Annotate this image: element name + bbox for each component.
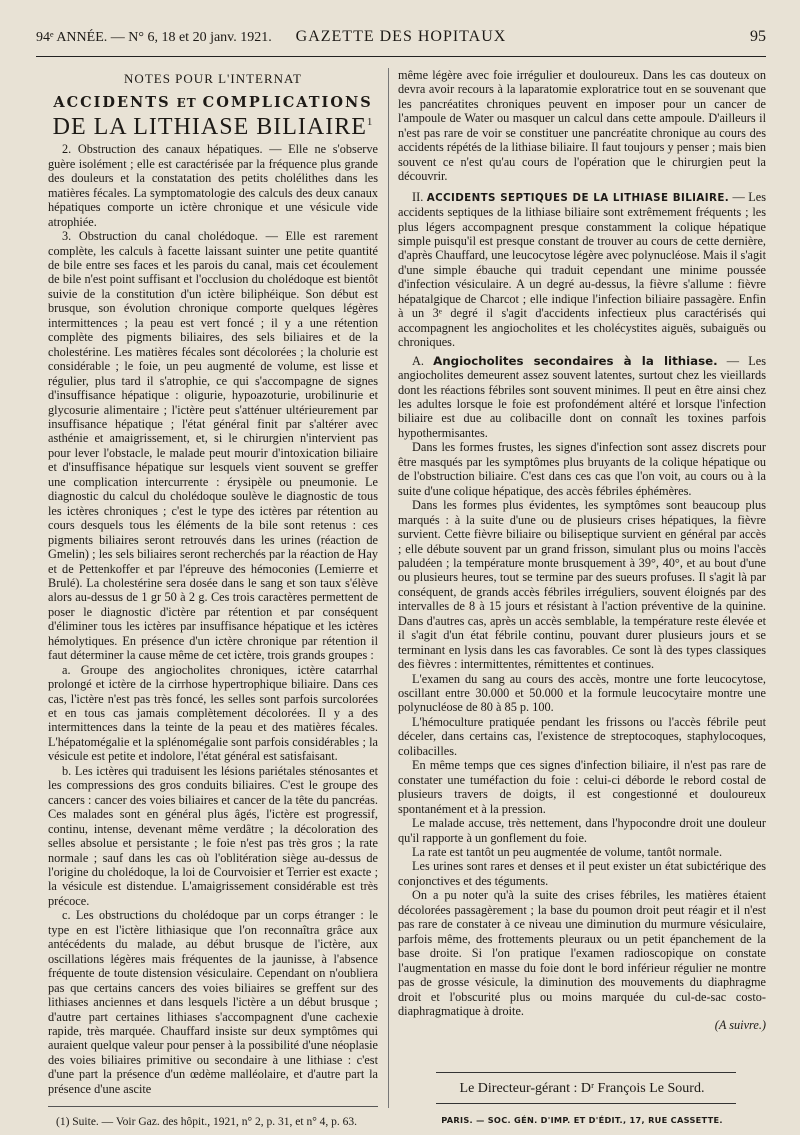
title-et: ET [176, 96, 197, 111]
title-word-2: COMPLICATIONS [202, 94, 373, 112]
section-text: — Les accidents septiques de la lithiase biliaire sont extrêmement fréquents ; les plus légers accompagnent presque constamment la colique hépatique simple puisqu'il est presque constant de trouver au cours de cette dernière, d'après Chauffard, une leucocytose légère avec polynucléose. Mais il s'agit d'une simple ébauche qui traduit cependant une minime poussée d'infection vésiculaire. A un degré au-dessus, la fièvre s'allume : fièvre hépatalgique de Charcot ; elle indique l'infection biliaire passagère. Enfin à un 3ᵉ degré il s'agit d'accidents infectieux plus caractérisés qui accompagnent les angiocholites et les cholécystites aiguës, subaiguës ou chroniques. [398, 189, 767, 350]
paragraph: Dans les formes frustes, les signes d'infection sont assez discrets pour être masqués par les symptômes plus bruyants de la colique hépatique ou de l'obstruction biliaire. C'est dans ces cas que l'on voit, au cours ou à la suite d'une colique hépatique, des accès fébriles éphémères. [398, 440, 766, 498]
printer-line: PARIS. — SOC. GÉN. D'IMP. ET D'ÉDIT., 17, RUE CASSETTE. [441, 1115, 723, 1125]
section-number: II. [412, 189, 424, 204]
journal-name: GAZETTE DES HOPITAUX [295, 28, 507, 45]
section-heading: ACCIDENTS SEPTIQUES DE LA LITHIASE BILIAIRE. [426, 191, 730, 204]
paragraph: Dans les formes plus évidentes, les symptômes sont beaucoup plus marqués : à la suite d'une ou de plusieurs crises hépatiques, la fièvre survient. Cette fièvre biliaire ou biliseptique survient en général par accès ; elle débute souvent par un grand frisson, simulant plus ou moins l'accès paludéen ; la température monte brusquement à 39°, 40°, et au bout d'une ou plusieurs heures, tout se termine par des sueurs profuses. Il s'agit là par conséquent, de grands accès fébriles irréguliers, souvent éloignés par des intervalles de 8 à 15 jours et résistant à l'action préventive de la quinine. Dans d'autres cas, après un accès semblable, la température reste élevée et il s'agit d'un état fébrile continu, pouvant durer plusieurs jours et se terminant en lysis dans les cas favorables. Ce sont là des types classiques des fièvres : intermittentes, rémittentes et continues. [398, 498, 766, 672]
paragraph: b. Les ictères qui traduisent les lésions pariétales sténosantes et les compressions des gros conduits biliaires. C'est le groupe des cancers : cancer des voies biliaires et cancer de la tête du pancréas. Ces malades sont en général plus âgés, l'ictère est progressif, continu, intense, devenant même verdâtre ; la décoloration des selles absolue et persistante ; le foie n'est pas très gros ; la rate normale ; sauf dans les cas où l'oblitération siège au-dessus de l'origine du cholédoque, la loi de Courvoisier et Terrier est exacte ; la vésicule est distendue. L'amaigrissement considérable est très précoce. [48, 763, 378, 908]
paragraph: 3. Obstruction du canal cholédoque. — Elle est rarement complète, les calculs à facette laissant suinter une petite quantité de bile entre ses faces et les parois du canal, mais cet écoulement de bile n'est point suffisant et l'occlusion du cholédoque est bientôt suivie de la constitution d'un ictère biliphéique. Son début est brusque, son évolution chronique comporte quelques légères intermittences ; la peau est vert foncé ; il y a une rétention complète des pigments biliaires, des sels biliaires et de la cholestérine. Les matières fécales sont décolorées ; la cholurie est considérable ; le foie, un peu augmenté de volume, est lisse et régulier, plus tard il s'atrophie, ce qui s'accompagne de signes d'insuffisance hépatique : oligurie, hypoazoturie, urobilinurie et glycosurie alimentaire ; l'ictère peut s'atténuer ultérieurement par insuffisance hépatique ; l'état général finit par s'altérer avec asthénie et amaigrissement, et, si le chirurgien n'intervient pas pour lever l'obstacle, le malade peut mourir d'intoxication biliaire et d'insuffisance hépatique sur lesquels vient souvent se greffer une complication intercurrente : érysipèle ou pneumonie. Le diagnostic du calcul du cholédoque soulève le diagnostic de tous les ictères chroniques ; c'est le type des ictères par rétention au cours desquels tous les éléments de la bile sont retenus : ces pigments biliaires seront retrouvés dans les urines (réaction de Gmelin) ; les sels biliaires seront recherchés par la réaction de Hay et de Pettenkoffer et par l'épreuve des hémoconies (Lemierre et Brulé). La cholestérine sera dosée dans le sang et son taux s'élève alors au-dessus de 1 gr 50 à 2 g. Ces trois caractères permettent de poser le diagnostic d'ictère par rétention et par conséquent d'éliminer tous les ictères par insuffisance hépatique et les ictères hémolytiques. En présence d'un ictère chronique par rétention il faut déterminer la cause même de cet ictère, trois grands groupes : [48, 229, 378, 663]
paragraph: a. Groupe des angiocholites chroniques, ictère catarrhal prolongé et ictère de la cirrhose hypertrophique biliaire. Dans ces cas, l'ictère n'est pas très foncé, les selles sont parfois surcolorées et en tous cas jamais complètement décolorées. Il y a des intermittences dans la teinte de la peau et des matières fécales. L'hépatomégalie et la splénomégalie sont parfois considérables ; la vésicule est petite et indolore, l'état général est satisfaisant. [48, 662, 378, 764]
issue-line: 94ᵉ ANNÉE. — N° 6, 18 et 20 janv. 1921. [36, 30, 272, 45]
article-subtitle [48, 113, 378, 140]
subtitle-text: DE LA LITHIASE BILIAIRE [52, 113, 367, 140]
subsection-text: — Les angiocholites demeurent assez souvent latentes, surtout chez les vieillards dont les réactions fébriles sont souvent minimes. Il peut en être ainsi chez les adultes lorsque le foie est profondément altéré et lorsque l'infection biliaire est due au colibacille dont on connaît les toxines parfois hypothermisantes. [398, 353, 766, 440]
to-be-continued [398, 1018, 766, 1032]
column-divider [388, 68, 389, 1108]
footnote-rule [48, 1106, 378, 1107]
right-column [398, 68, 766, 1033]
paragraph: En même temps que ces signes d'infection biliaire, il n'est pas rare de constater une tuméfaction du foie : celui-ci déborde le rebord costal de plusieurs travers de doigts, il est congestionné et douloureux spontanément et à la pression. [398, 758, 766, 816]
subsection-a-paragraph [398, 354, 766, 441]
paragraph: La rate est tantôt un peu augmentée de volume, tantôt normale. [412, 845, 723, 860]
page-header [36, 26, 766, 54]
subsection-letter: A. [412, 353, 424, 368]
signature-rule-top [436, 1072, 736, 1073]
paragraph: L'hémoculture pratiquée pendant les frissons ou l'accès fébrile peut déceler, dans certains cas, l'existence de streptocoques, staphylocoques, colibacilles. [398, 714, 766, 758]
continuation-paragraph: même légère avec foie irrégulier et douloureux. Dans les cas douteux on devra avoir recours à la laparatomie exploratrice tout en se souvenant que les pancréatites chroniques peuvent en imposer pour un cancer de l'ampoule de Water ou masquer un calcul dans cette ampoule. D'ailleurs il n'est pas rare de voir se constituer une pancréatite chronique au cours des accidents répétés de la lithiase biliaire. Il faut toujours y penser ; mais bien souvent ce n'est qu'au cours de l'opération que le chirurgien peut la découvrir. [398, 68, 766, 184]
to-be-continued-text: (A suivre.) [714, 1018, 766, 1033]
subsection-heading: Angiocholites secondaires à la lithiase. [433, 353, 718, 368]
page-number: 95 [750, 28, 766, 45]
article-title [48, 96, 378, 110]
header-rule [36, 56, 766, 57]
paragraph: On a pu noter qu'à la suite des crises fébriles, les matières étaient décolorées passagèrement ; la base du poumon droit peut réagir et il n'est pas rare de constater à ce niveau une diminution du murmure vésiculaire, parfois même, des frottements pleuraux ou un petit épanchement de la base droite. Si l'on pratique l'examen radioscopique on constate l'augmentation en masse du foie dont le bord inférieur régulier ne montre pas de grosse vésicule, la diminution des mouvements du diaphragme droit et l'obscurité plus ou moins marquée du cul-de-sac costo-diaphragmatique à droite. [398, 888, 766, 1018]
footnote: (1) Suite. — Voir Gaz. des hôpit., 1921, n° 2, p. 31, et n° 4, p. 63. [56, 1116, 358, 1128]
footnote-mark: 1 [366, 115, 374, 128]
section-2-paragraph [398, 190, 766, 350]
section-kicker: NOTES POUR L'INTERNAT [124, 71, 302, 86]
paragraph: Le malade accuse, très nettement, dans l'hypocondre droit une douleur qu'il rapporte à un gonflement du foie. [398, 816, 766, 845]
paragraph: c. Les obstructions du cholédoque par un corps étranger : le type en est l'ictère lithiasique que l'on reconnaîtra grâce aux antécédents du malade, au début brusque de l'ictère, aux oscillations légères mais fréquentes de la jaunisse, à l'absence fréquente de toute distension vésiculaire. Cependant on n'oubliera pas que certains cancers des voies biliaires se greffent sur des lithiases anciennes et dans lesquels l'ictère a un début brusque ; d'autre part certaines lithiases s'accompagnent d'une cachexie rapide, très marquée. Chauffard insiste sur deux symptômes qui auraient quelque valeur pour penser à la possibilité d'une néoplasie des voies biliaires primitive ou secondaire à une lithiase : c'est d'une part la présence d'un œdème malléolaire, et d'autre part la présence d'une ascite [48, 908, 378, 1096]
paragraph: 2. Obstruction des canaux hépatiques. — Elle ne s'observe guère isolément ; elle est caractérisée par la fréquence plus grande des douleurs et la constatation des petits cholélithes dans les matières fécales. La symptomatologie des calculs des deux canaux hépatiques comporte un ictère chronique et une vésicule vide atrophiée. [48, 142, 378, 229]
director-signature: Le Directeur-gérant : Dʳ François Le Sourd. [459, 1081, 705, 1096]
left-column [48, 68, 378, 1096]
title-word-1: ACCIDENTS [53, 94, 171, 112]
signature-rule-bottom [436, 1103, 736, 1104]
paragraph: L'examen du sang au cours des accès, montre une forte leucocytose, oscillant entre 30.000 et 50.000 et la formule leucocytaire montre une polynucléose de 80 à 85 p. 100. [398, 671, 766, 715]
paragraph: Les urines sont rares et denses et il peut exister un état subictérique des conjonctives et des téguments. [398, 859, 766, 888]
